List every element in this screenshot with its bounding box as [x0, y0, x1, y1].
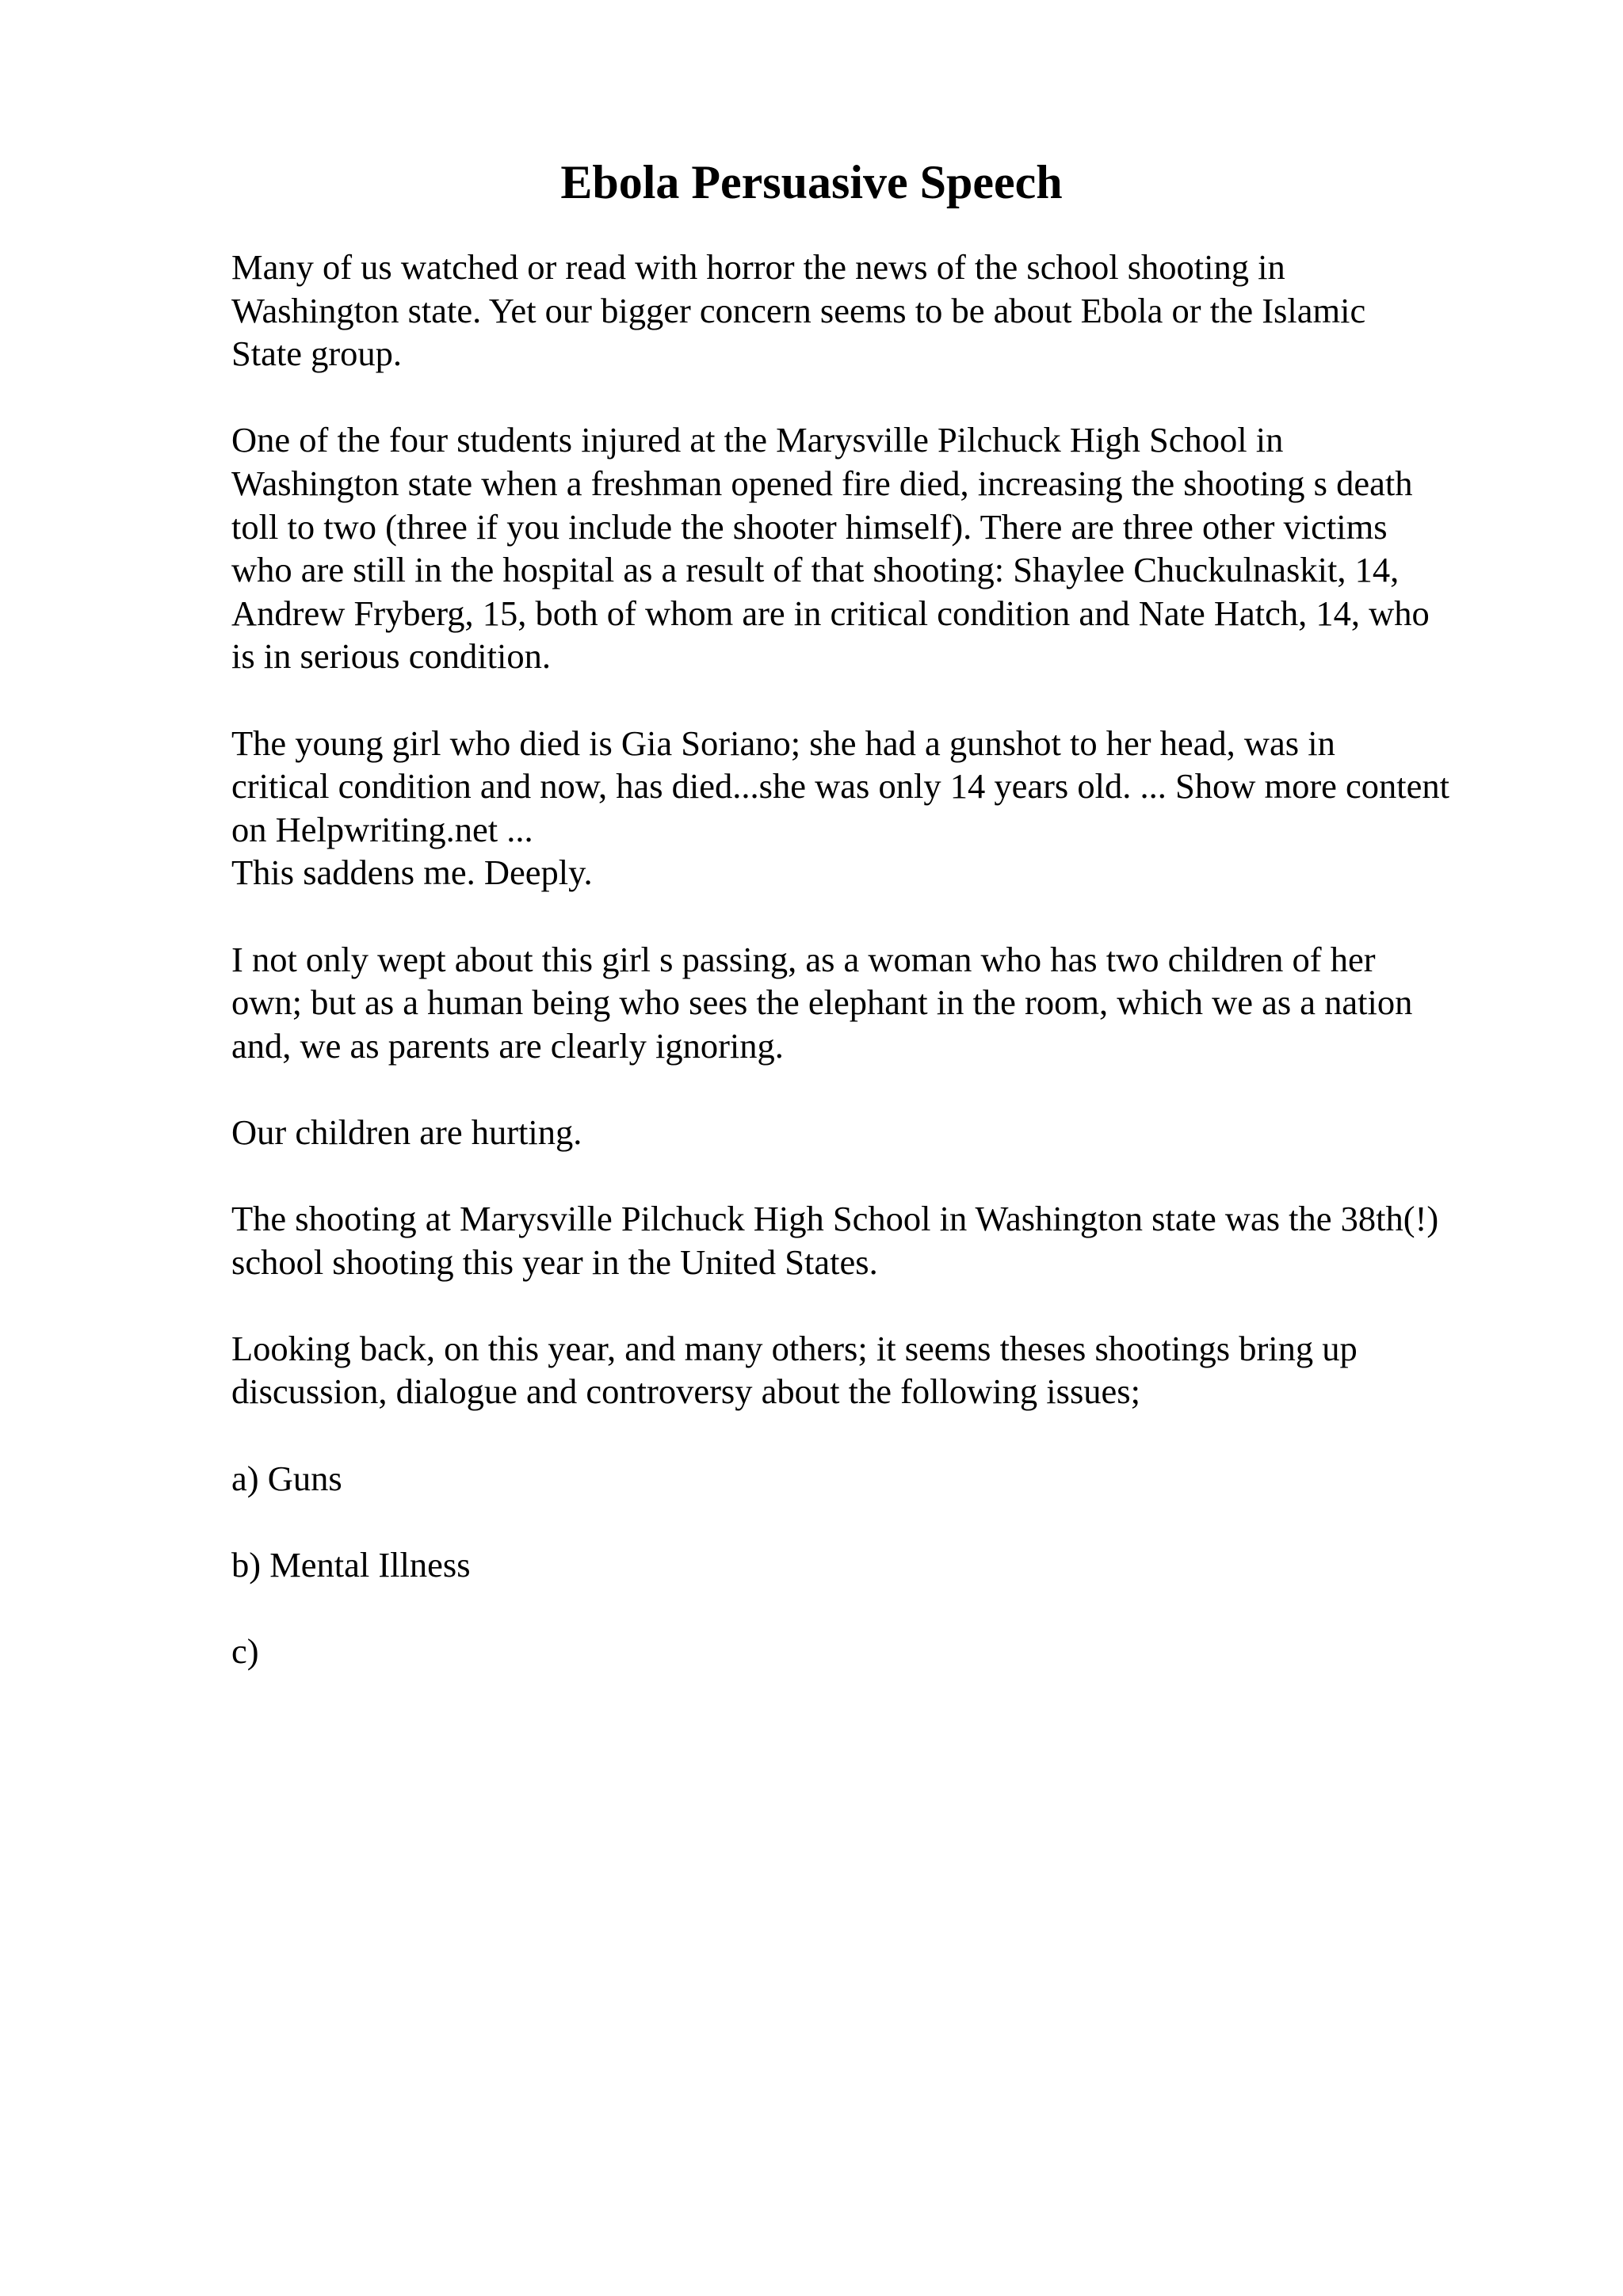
- paragraph-children-hurting: Our children are hurting.: [231, 1112, 582, 1152]
- list-item-mental-illness: b) Mental Illness: [231, 1544, 471, 1585]
- paragraph-38th-shooting: The shooting at Marysville Pilchuck High School in Washington state was the 38th(!) school shooting this year in the United States.: [231, 1199, 1439, 1282]
- paragraph-gia-soriano: The young girl who died is Gia Soriano; she had a gunshot to her head, was in critical condition and now, has died...she was only 14 years old. ... Show more content on Helpwriting.net ...: [231, 723, 1449, 849]
- document-body: [231, 246, 1531, 1716]
- paragraph-victims: One of the four students injured at the Marysville Pilchuck High School in Washington state when a freshman opened fire died, increasing the shooting s death toll to two (three if you include the shooter himself). There are three other victims who are still in the hospital as a result of that shooting: Shaylee Chuckulnaskit, 14, Andrew Fryberg, 15, both of whom are in critical condition and Nate Hatch, 14, who is in serious condition.: [231, 420, 1430, 677]
- paragraph-wept: I not only wept about this girl s passing, as a woman who has two children of her own; but as a human being who sees the elephant in the room, which we as a nation and, we as parents are clearly ignoring.: [231, 939, 1413, 1066]
- paragraph-saddens: This saddens me. Deeply.: [231, 852, 593, 893]
- paragraph-intro: Many of us watched or read with horror the news of the school shooting in Washington state. Yet our bigger concern seems to be about Ebola or the Islamic State group.: [231, 247, 1366, 374]
- paragraph-looking-back: Looking back, on this year, and many others; it seems theses shootings bring up discussion, dialogue and controversy about the following issues;: [231, 1328, 1358, 1412]
- list-item-guns: a) Guns: [231, 1458, 342, 1498]
- list-item-c: c): [231, 1631, 259, 1671]
- document-title: Ebola Persuasive Speech: [560, 156, 1063, 208]
